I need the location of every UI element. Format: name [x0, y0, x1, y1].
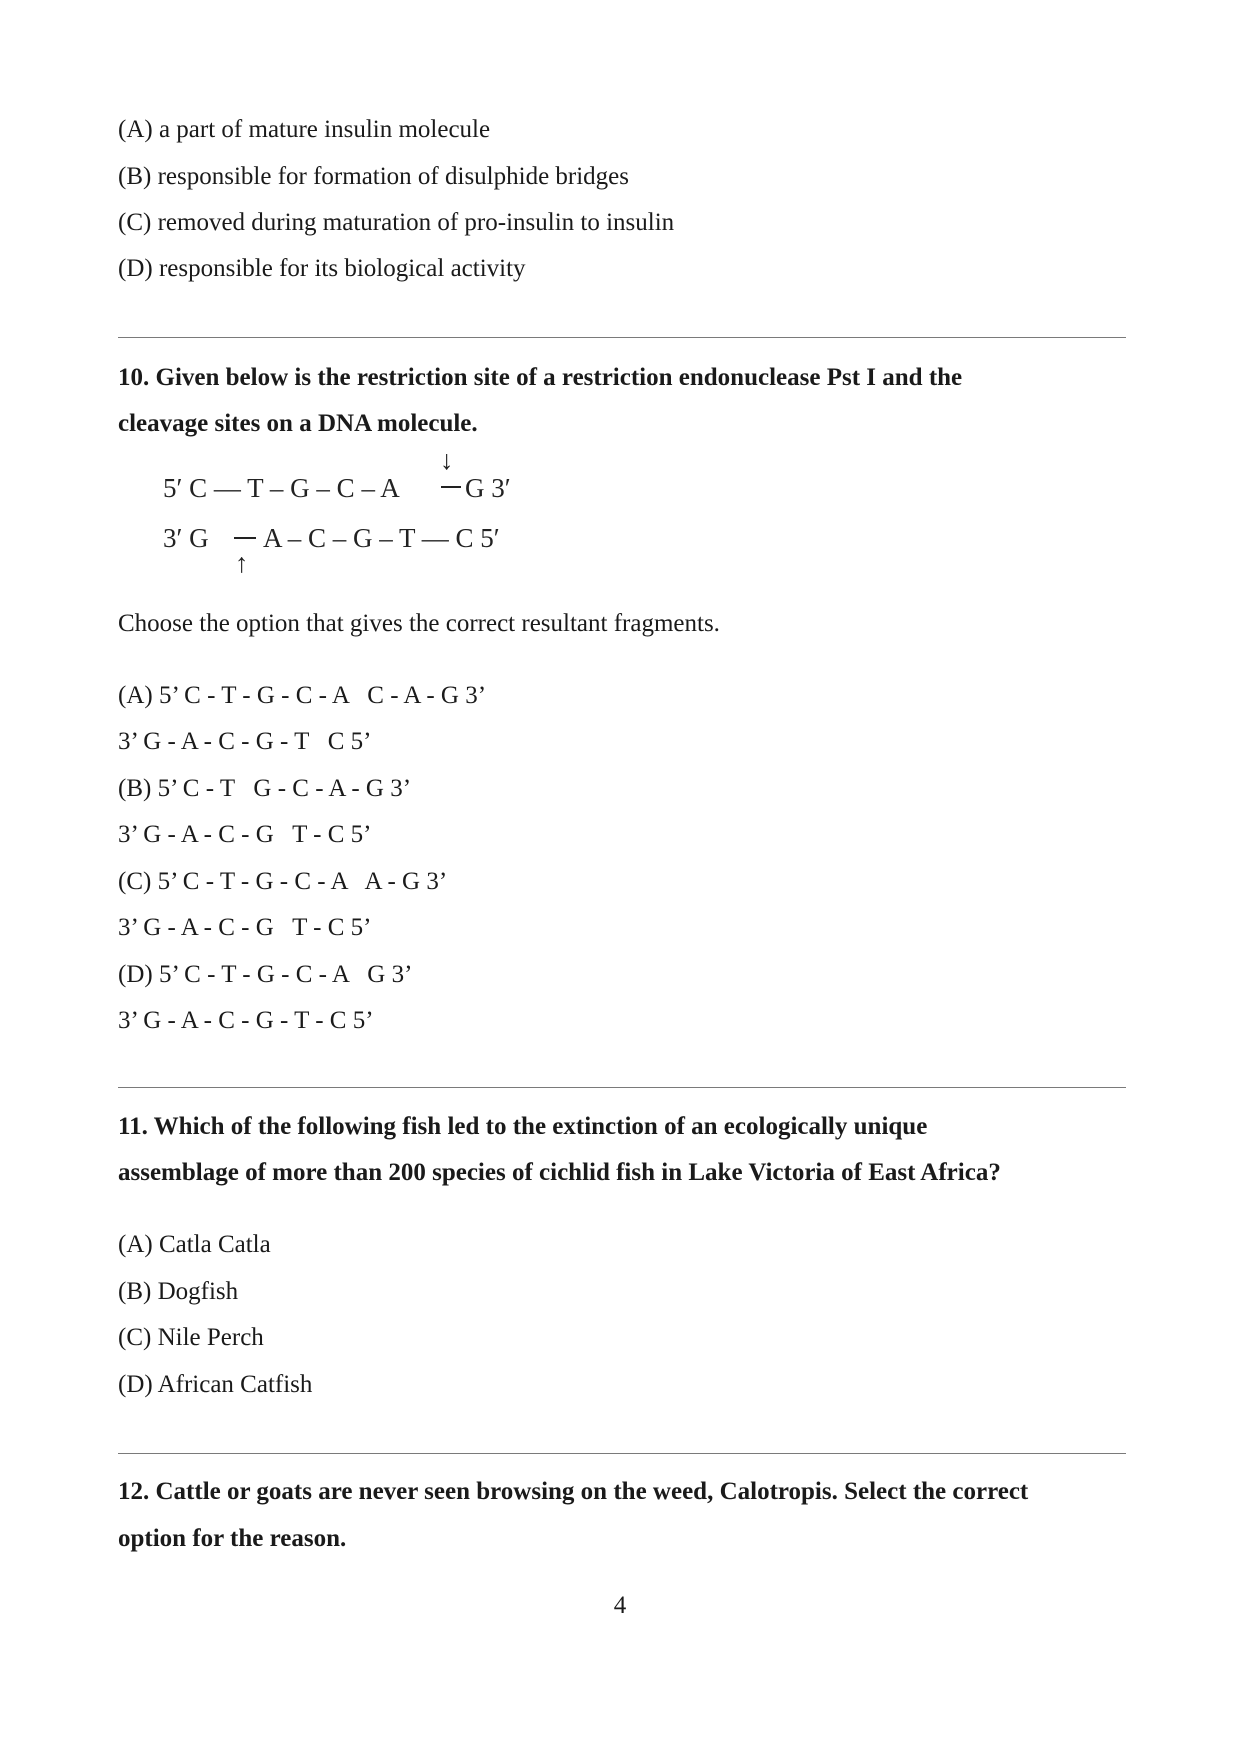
- q11-option-b: (B) Dogfish: [118, 1278, 239, 1305]
- q10-option-d-top: (D) 5’ C - T - G - C - A G 3’: [118, 961, 413, 988]
- q11-option-c: (C) Nile Perch: [118, 1324, 264, 1351]
- q10-option-a-top: (A) 5’ C - T - G - C - A C - A - G 3’: [118, 682, 487, 709]
- q9-option-d: (D) responsible for its biological activity: [118, 255, 526, 282]
- q9-option-c: (C) removed during maturation of pro-insulin to insulin: [118, 209, 675, 236]
- q10-option-d-bottom: 3’ G - A - C - G - T - C 5’: [118, 1007, 374, 1034]
- divider: [118, 1453, 1126, 1454]
- q9-option-b: (B) responsible for formation of disulphide bridges: [118, 163, 630, 190]
- up-arrow-icon: ↑: [235, 548, 249, 578]
- top-strand-end: G 3′: [465, 473, 511, 503]
- bottom-strand-start: 3′ G: [163, 523, 209, 553]
- page-number: 4: [613, 1592, 627, 1619]
- q9-option-a: (A) a part of mature insulin molecule: [118, 116, 491, 143]
- q10-option-b-top: (B) 5’ C - T G - C - A - G 3’: [118, 775, 412, 802]
- bottom-strand-text: A – C – G – T — C 5′: [263, 523, 500, 553]
- q11-stem-line1: 11. Which of the following fish led to the extinction of an ecologically unique: [118, 1113, 928, 1140]
- q10-option-c-top: (C) 5’ C - T - G - C - A A - G 3’: [118, 868, 448, 895]
- q10-stem-line2: cleavage sites on a DNA molecule.: [118, 410, 478, 437]
- down-arrow-icon: ↓: [440, 447, 454, 475]
- dna-strands-diagram: [160, 447, 620, 597]
- q11-option-d: (D) African Catfish: [118, 1371, 313, 1398]
- q10-option-c-bottom: 3’ G - A - C - G T - C 5’: [118, 914, 372, 941]
- q10-instruction: Choose the option that gives the correct resultant fragments.: [118, 610, 720, 637]
- divider: [118, 337, 1126, 338]
- q11-option-a: (A) Catla Catla: [118, 1231, 271, 1258]
- pst1-restriction-site-figure: [160, 447, 620, 597]
- q12-stem-line2: option for the reason.: [118, 1525, 347, 1552]
- top-strand-text: 5′ C — T – G – C – A: [163, 473, 400, 503]
- q10-option-b-bottom: 3’ G - A - C - G T - C 5’: [118, 821, 372, 848]
- q11-stem-line2: assemblage of more than 200 species of cichlid fish in Lake Victoria of East Africa?: [118, 1159, 1001, 1186]
- q10-stem-line1: 10. Given below is the restriction site of a restriction endonuclease Pst I and the: [118, 364, 963, 391]
- divider: [118, 1087, 1126, 1088]
- q10-option-a-bottom: 3’ G - A - C - G - T C 5’: [118, 728, 372, 755]
- q12-stem-line1: 12. Cattle or goats are never seen browsing on the weed, Calotropis. Select the correct: [118, 1478, 1029, 1505]
